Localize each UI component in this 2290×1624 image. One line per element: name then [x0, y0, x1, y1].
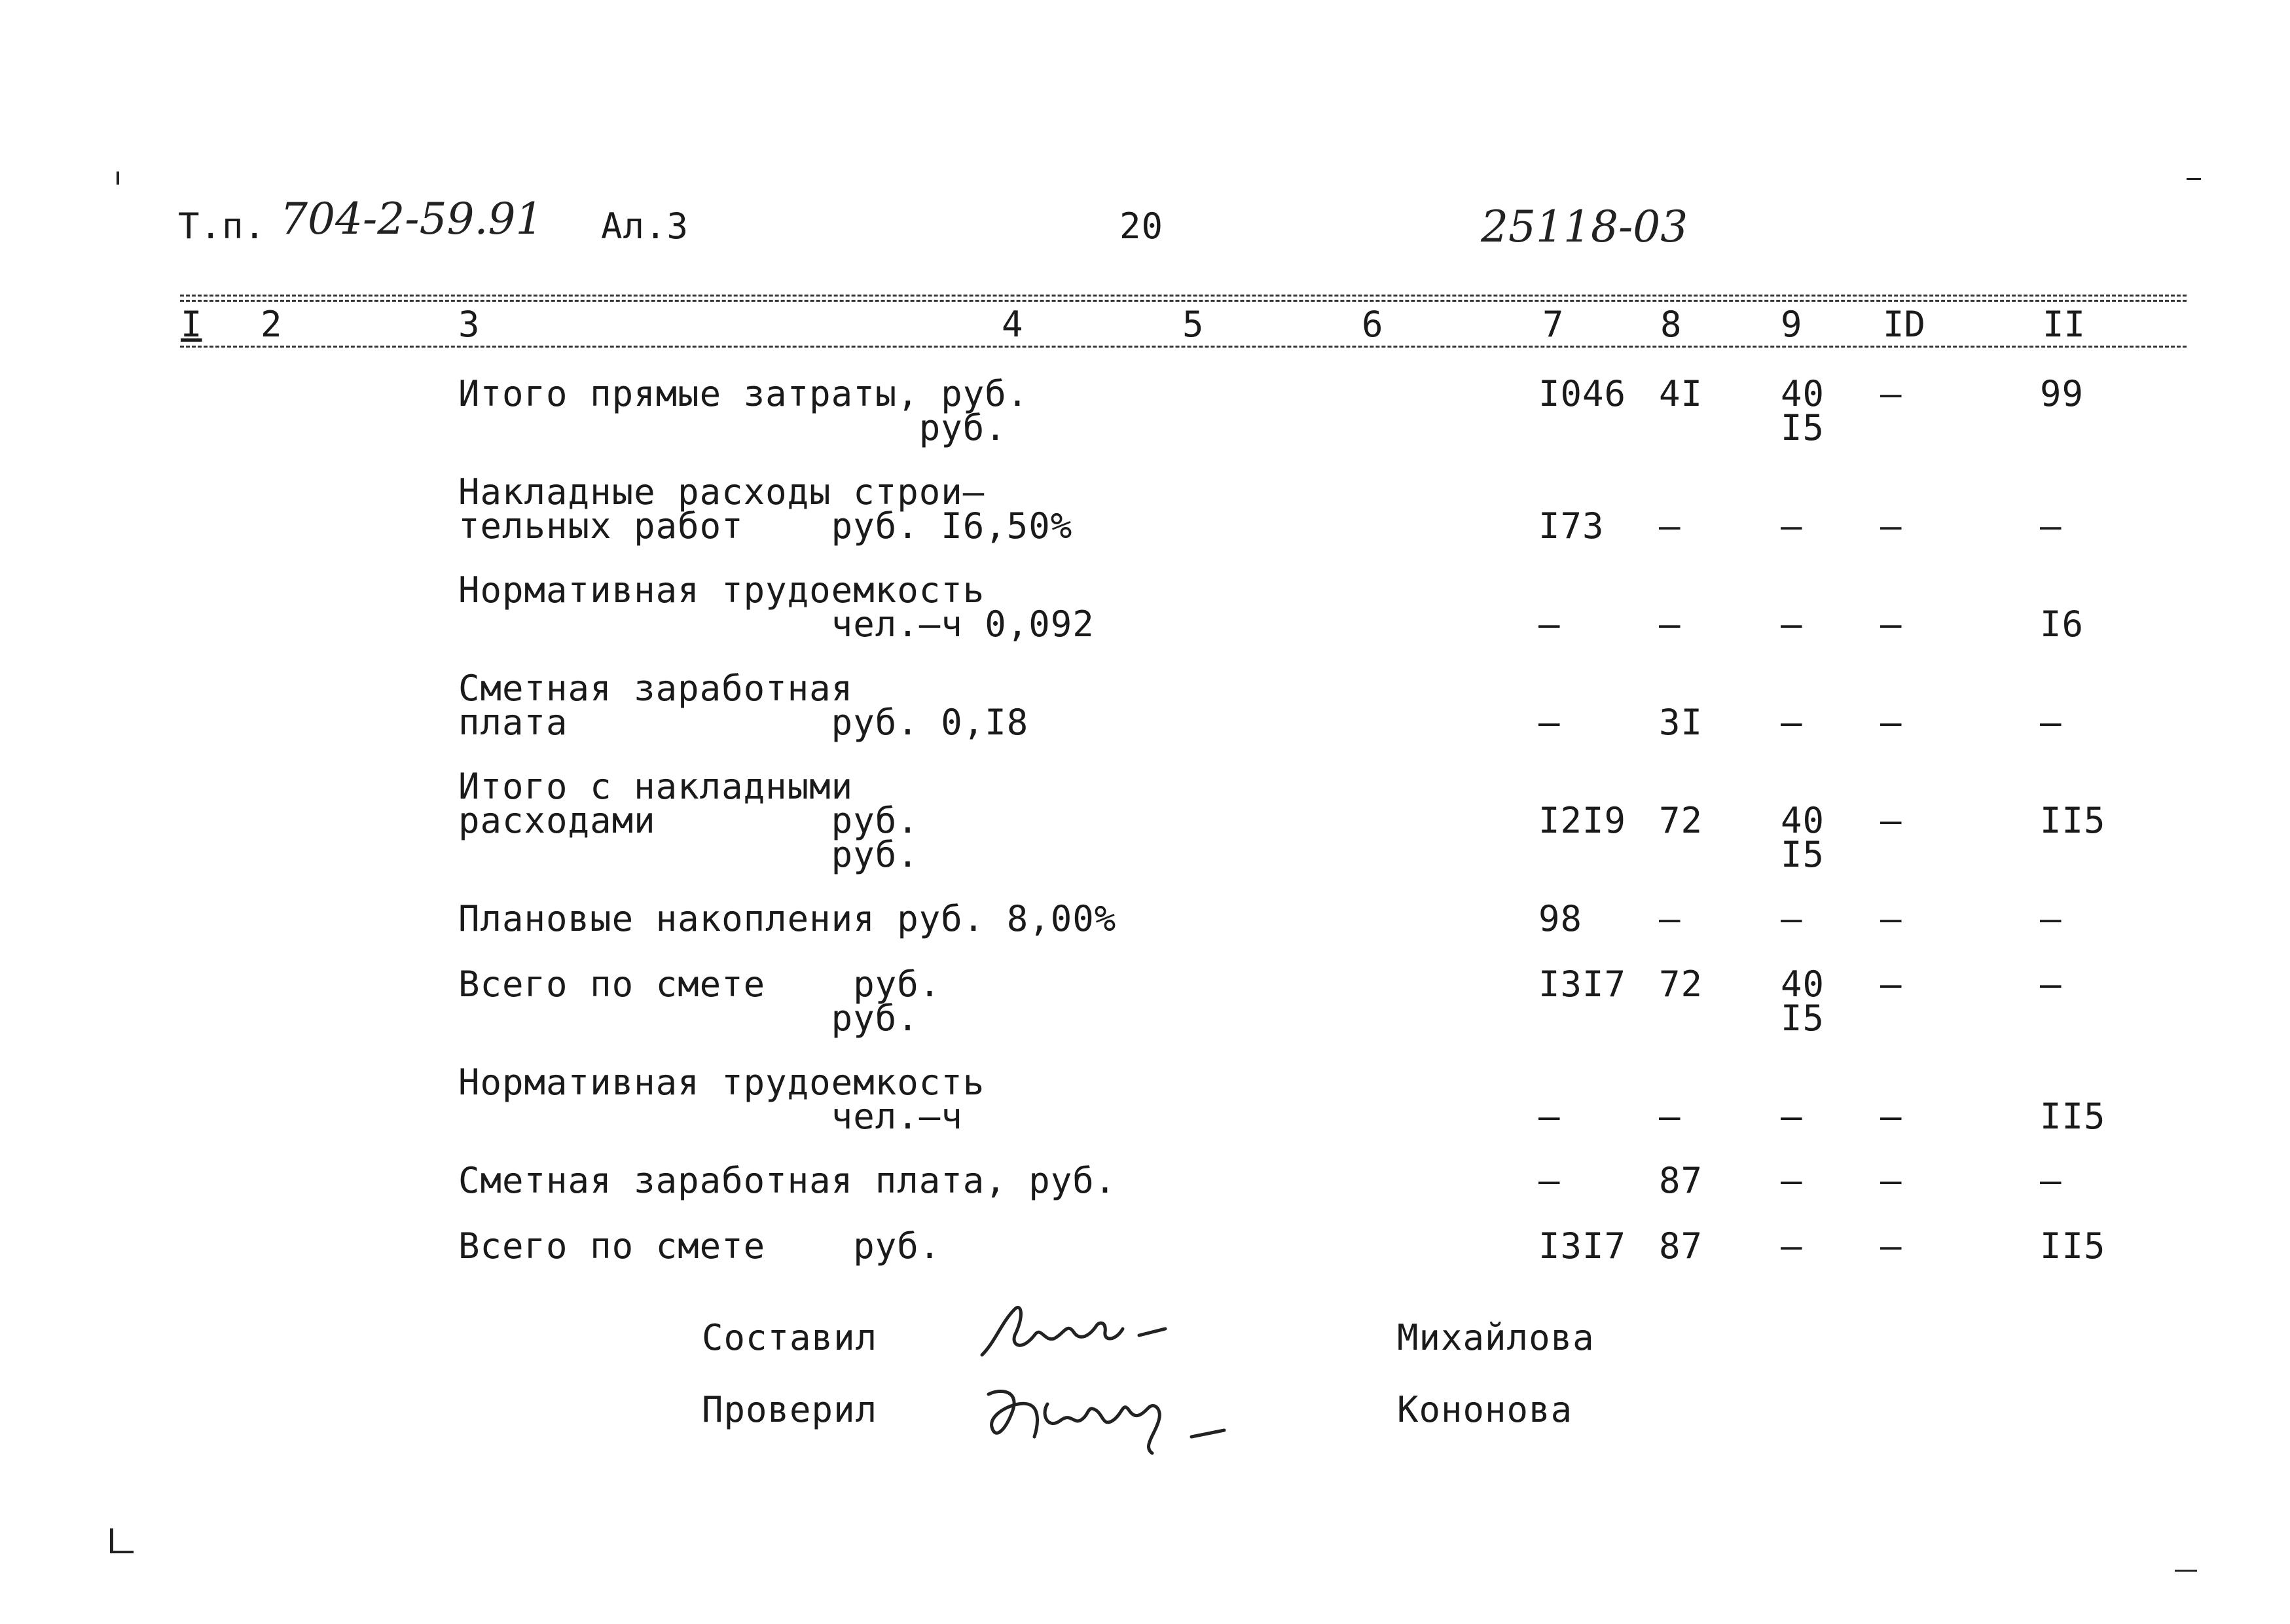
compiled-by-name: Михайлова: [1397, 1317, 1595, 1358]
cell-col8: 72: [1659, 964, 1703, 1005]
cell-col11: 99: [2040, 373, 2084, 414]
row-label-line: расходами руб.: [458, 800, 919, 841]
cell-col7: –: [1538, 1160, 1561, 1201]
cell-col9: –: [1781, 1096, 1803, 1137]
row-label-line: Всего по смете руб.: [458, 1225, 941, 1267]
cell-col10: –: [1880, 702, 1902, 743]
cell-col9-sub: I5: [1781, 834, 1825, 875]
compiled-by-label: Составил: [702, 1317, 878, 1358]
cell-col10: –: [1880, 1160, 1902, 1201]
cell-col7: –: [1538, 604, 1561, 645]
cell-col8: 4I: [1659, 373, 1703, 414]
column-number-9: 9: [1781, 304, 1802, 345]
row-label-line: руб.: [458, 998, 919, 1039]
checked-by-label: Проверил: [702, 1389, 878, 1430]
tp-label: Т.п.: [178, 206, 266, 247]
header-rule-top-2: [180, 300, 2187, 302]
cell-col10: –: [1880, 604, 1902, 645]
cell-col10: –: [1880, 1096, 1902, 1137]
cell-col10: –: [1880, 898, 1902, 939]
checked-by-name: Кононова: [1397, 1389, 1573, 1430]
cell-col9-sub: I5: [1781, 998, 1825, 1039]
cell-col8: 72: [1659, 800, 1703, 841]
cell-col11: –: [2040, 1160, 2062, 1201]
scan-mark-bottom-left: [110, 1528, 113, 1552]
cell-col7: –: [1538, 1096, 1561, 1137]
cell-col8: 87: [1659, 1225, 1703, 1267]
sheet-label: Ал.3: [601, 206, 689, 247]
cell-col7: I046: [1538, 373, 1627, 414]
column-number-6: 6: [1362, 304, 1383, 345]
cell-col8: –: [1659, 604, 1681, 645]
scan-mark-bottom-left-foot: [110, 1551, 134, 1553]
column-number-5: 5: [1182, 304, 1204, 345]
row-label-line: Нормативная трудоемкость: [458, 569, 985, 611]
row-label-line: тельных работ руб. I6,50%: [458, 505, 1073, 547]
cell-col7: I73: [1538, 505, 1605, 547]
header-rule-bottom: [180, 346, 2187, 348]
cell-col7: I3I7: [1538, 1225, 1627, 1267]
compiled-by-signature: [975, 1296, 1224, 1368]
column-number-11: II: [2043, 304, 2086, 345]
column-number-10: ID: [1883, 304, 1926, 345]
cell-col11: II5: [2040, 1096, 2106, 1137]
cell-col10: –: [1880, 964, 1902, 1005]
column-number-1: I: [181, 304, 202, 345]
column-number-7: 7: [1542, 304, 1564, 345]
cell-col11: I6: [2040, 604, 2084, 645]
row-label-line: Нормативная трудоемкость: [458, 1062, 985, 1103]
cell-col7: I2I9: [1538, 800, 1627, 841]
row-label-line: Итого прямые затраты, руб.: [458, 373, 1029, 414]
row-label-line: Всего по смете руб.: [458, 964, 941, 1005]
cell-col7: –: [1538, 702, 1561, 743]
cell-col7: 98: [1538, 898, 1583, 939]
row-label-line: Плановые накопления руб. 8,00%: [458, 898, 1117, 939]
cell-col11: –: [2040, 964, 2062, 1005]
cell-col9: –: [1781, 702, 1803, 743]
cell-col9: 40: [1781, 800, 1825, 841]
header-rule-top: [180, 295, 2187, 297]
cell-col10: –: [1880, 1225, 1902, 1267]
cell-col8: –: [1659, 898, 1681, 939]
row-label-line: руб.: [458, 407, 1007, 448]
row-label-line: Накладные расходы строи–: [458, 471, 985, 513]
row-label-line: руб.: [458, 834, 919, 875]
cell-col8: 3I: [1659, 702, 1703, 743]
cell-col8: –: [1659, 505, 1681, 547]
row-label-line: плата руб. 0,I8: [458, 702, 1029, 743]
cell-col9: –: [1781, 505, 1803, 547]
column-number-3: 3: [458, 304, 480, 345]
row-label-line: Итого с накладными: [458, 766, 854, 807]
cell-col11: II5: [2040, 800, 2106, 841]
cell-col9: –: [1781, 1225, 1803, 1267]
project-number: 704-2-59.91: [280, 194, 543, 244]
cell-col8: –: [1659, 1096, 1681, 1137]
column-number-8: 8: [1660, 304, 1682, 345]
row-label-line: Сметная заработная: [458, 668, 854, 709]
cell-col11: –: [2040, 505, 2062, 547]
cell-col10: –: [1880, 800, 1902, 841]
scan-mark-top-right: [2187, 178, 2201, 180]
scan-mark-top-left: [117, 171, 119, 185]
cell-col7: I3I7: [1538, 964, 1627, 1005]
cell-col8: 87: [1659, 1160, 1703, 1201]
cell-col9: –: [1781, 604, 1803, 645]
column-number-4: 4: [1002, 304, 1023, 345]
cell-col9-sub: I5: [1781, 407, 1825, 448]
cell-col9: –: [1781, 898, 1803, 939]
scan-mark-bottom-right: [2175, 1570, 2197, 1572]
row-label-line: Сметная заработная плата, руб.: [458, 1160, 1117, 1201]
row-label-line: чел.–ч 0,092: [458, 604, 1095, 645]
cell-col9: 40: [1781, 964, 1825, 1005]
document-code: 25118-03: [1481, 202, 1688, 252]
cell-col9: –: [1781, 1160, 1803, 1201]
cell-col10: –: [1880, 505, 1902, 547]
cell-col11: II5: [2040, 1225, 2106, 1267]
column-number-2: 2: [261, 304, 282, 345]
cell-col11: –: [2040, 702, 2062, 743]
cell-col11: –: [2040, 898, 2062, 939]
page-number: 20: [1119, 206, 1164, 247]
cell-col10: –: [1880, 373, 1902, 414]
row-label-line: чел.–ч: [458, 1096, 963, 1137]
cell-col9: 40: [1781, 373, 1825, 414]
checked-by-signature: [975, 1375, 1277, 1466]
